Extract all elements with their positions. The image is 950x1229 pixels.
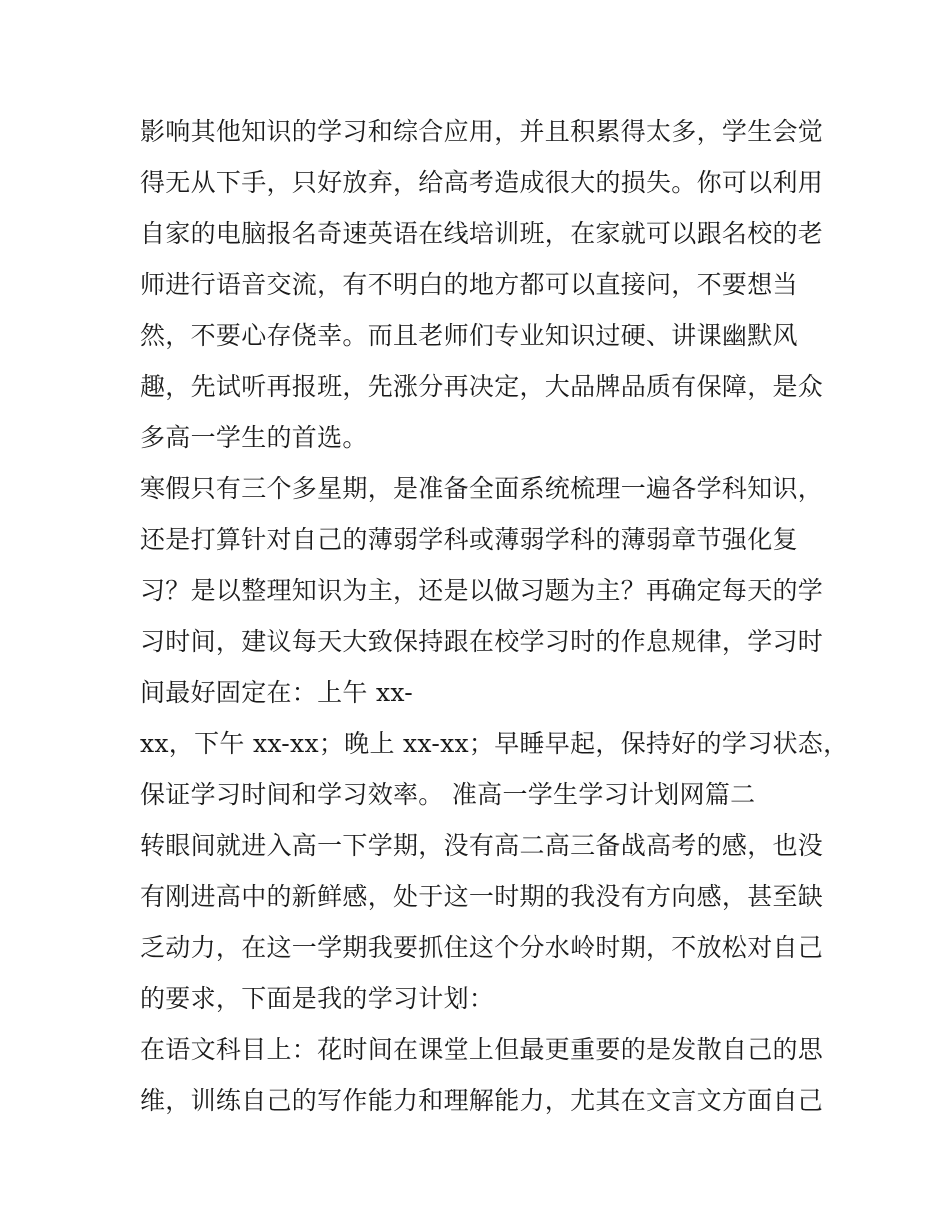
text-line: 自家的电脑报名奇速英语在线培训班，在家就可以跟名校的老 [140,219,824,248]
text-line: 乏动力，在这一学期我要抓住这个分水岭时期，不放松对自己 [140,933,824,962]
text-line: 然，不要心存侥幸。而且老师们专业知识过硬、讲课幽默风 [140,321,798,350]
text-line: 习时间，建议每天大致保持跟在校学习时的作息规律，学习时 [140,627,824,656]
text-line: 间最好固定在：上午 xx- [140,678,414,707]
text-line: 习？是以整理知识为主，还是以做习题为主？再确定每天的学 [140,576,824,605]
document-body [140,106,849,1126]
text-line: 有刚进高中的新鲜感，处于这一时期的我没有方向感，甚至缺 [140,882,824,911]
text-line: 寒假只有三个多星期，是准备全面系统梳理一遍各学科知识， [140,474,824,503]
text-line: 保证学习时间和学习效率。 准高一学生学习计划网篇二 [140,780,756,809]
text-line: 还是打算针对自己的薄弱学科或薄弱学科的薄弱章节强化复 [140,525,798,554]
text-line: 的要求，下面是我的学习计划： [140,984,495,1013]
text-line: 维，训练自己的写作能力和理解能力，尤其在文言文方面自己 [140,1086,824,1115]
text-line: 得无从下手，只好放弃，给高考造成很大的损失。你可以利用 [140,168,824,197]
text-line: 在语文科目上：花时间在课堂上但最更重要的是发散自己的思 [140,1035,824,1064]
text-line: 趣，先试听再报班，先涨分再决定，大品牌品质有保障，是众 [140,372,824,401]
text-line: xx，下午 xx-xx；晚上 xx-xx；早睡早起，保持好的学习状态， [140,729,849,758]
text-line: 影响其他知识的学习和综合应用，并且积累得太多，学生会觉 [140,117,824,146]
text-line: 转眼间就进入高一下学期，没有高二高三备战高考的感，也没 [140,831,824,860]
text-line: 多高一学生的首选。 [140,423,368,452]
text-line: 师进行语音交流，有不明白的地方都可以直接问，不要想当 [140,270,798,299]
